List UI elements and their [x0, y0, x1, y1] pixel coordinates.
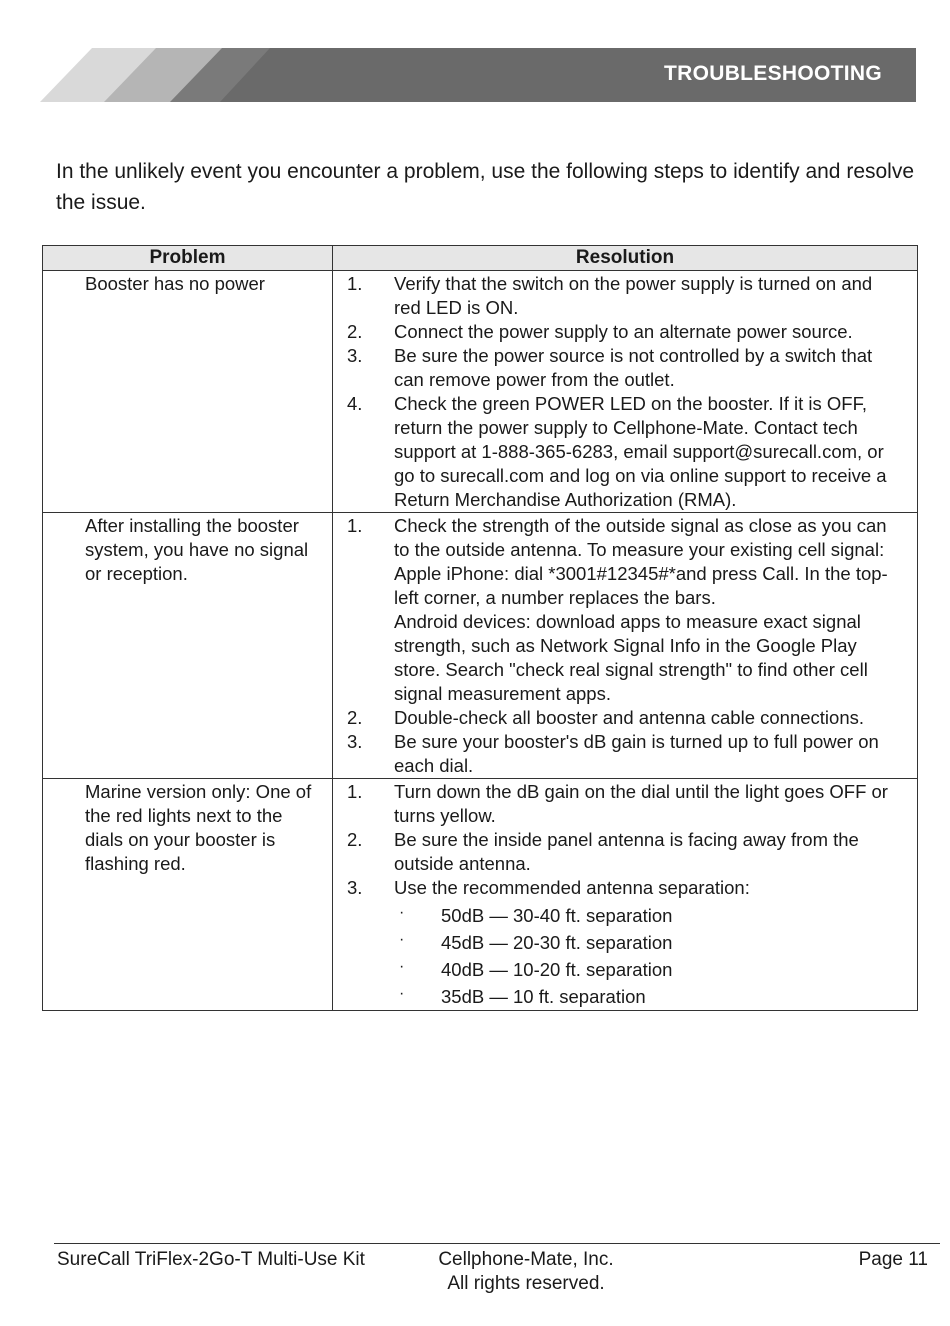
resolution-cell [333, 513, 918, 779]
bullet-icon: · [399, 931, 405, 948]
resolution-step [347, 320, 899, 344]
separation-text: 45dB — 20-30 ft. separation [441, 932, 673, 953]
step-number: 4. [347, 393, 363, 414]
header-banner [40, 48, 916, 102]
step-number: 2. [347, 829, 363, 850]
step-text: Check the green POWER LED on the booster. If it is OFF, return the power supply to Cellphone-Mate. Contact tech support at 1-888-365-6283, email support@surecall.com, or go to surecall.com and log on via online support to receive a Return Merchandise Authorization (RMA). [394, 393, 887, 510]
footer-product: SureCall TriFlex-2Go-T Multi-Use Kit [57, 1249, 365, 1270]
step-number: 2. [347, 707, 363, 728]
resolution-step [347, 706, 899, 730]
step-text: Turn down the dB gain on the dial until the light goes OFF or turns yellow. [394, 781, 888, 826]
step-text: Be sure the power source is not controlled by a switch that can remove power from the outlet. [394, 345, 873, 390]
resolution-steps [347, 272, 899, 512]
bullet-icon: · [399, 904, 405, 921]
section-title: TROUBLESHOOTING [664, 62, 882, 85]
separation-item [394, 956, 899, 983]
separation-text: 50dB — 30-40 ft. separation [441, 905, 673, 926]
separation-item [394, 902, 899, 929]
resolution-step [347, 514, 899, 706]
table-row [43, 513, 918, 779]
step-number: 1. [347, 515, 363, 536]
separation-text: 35dB — 10 ft. separation [441, 986, 646, 1007]
bullet-icon: · [399, 985, 405, 1002]
footer-company-name: Cellphone-Mate, Inc. [438, 1249, 614, 1270]
step-text: Check the strength of the outside signal as close as you can to the outside antenna. To measure your existing cell signal: [394, 515, 887, 560]
problem-cell: Marine version only: One of the red lights next to the dials on your booster is flashing red. [43, 779, 333, 1011]
step-number: 2. [347, 321, 363, 342]
resolution-step [347, 876, 899, 1010]
step-note: Apple iPhone: dial *3001#12345#*and press Call. In the top-left corner, a number replaces the bars. [394, 563, 888, 608]
problem-cell: After installing the booster system, you have no signal or reception. [43, 513, 333, 779]
bullet-icon: · [399, 958, 405, 975]
step-number: 3. [347, 877, 363, 898]
resolution-step [347, 272, 899, 320]
footer-page-number: Page 11 [858, 1249, 928, 1270]
step-note: Android devices: download apps to measure exact signal strength, such as Network Signal Info in the Google Play store. Search "check real signal strength" to find other cell signal measurement apps. [394, 611, 868, 704]
resolution-step [347, 392, 899, 512]
footer-divider [54, 1243, 940, 1244]
resolution-step [347, 780, 899, 828]
step-text: Verify that the switch on the power supply is turned on and red LED is ON. [394, 273, 873, 318]
separation-item [394, 929, 899, 956]
separation-list [394, 902, 899, 1010]
step-text: Be sure the inside panel antenna is facing away from the outside antenna. [394, 829, 859, 874]
step-number: 3. [347, 345, 363, 366]
resolution-cell [333, 271, 918, 513]
step-number: 3. [347, 731, 363, 752]
resolution-step [347, 344, 899, 392]
step-text: Connect the power supply to an alternate power source. [394, 321, 853, 342]
step-text: Double-check all booster and antenna cable connections. [394, 707, 865, 728]
table-row [43, 779, 918, 1011]
step-text: Be sure your booster's dB gain is turned up to full power on each dial. [394, 731, 879, 776]
footer-company [428, 1248, 624, 1296]
troubleshooting-table [42, 245, 918, 1011]
footer-rights: All rights reserved. [447, 1273, 605, 1294]
resolution-steps [347, 514, 899, 778]
resolution-cell [333, 779, 918, 1011]
separation-item [394, 983, 899, 1010]
step-number: 1. [347, 273, 363, 294]
resolution-step [347, 828, 899, 876]
resolution-column-header: Resolution [333, 246, 918, 271]
resolution-step [347, 730, 899, 778]
problem-column-header: Problem [43, 246, 333, 271]
separation-text: 40dB — 10-20 ft. separation [441, 959, 673, 980]
table-row [43, 271, 918, 513]
resolution-steps [347, 780, 899, 1010]
intro-paragraph: In the unlikely event you encounter a problem, use the following steps to identify and resolve the issue. [56, 160, 915, 214]
table-header-row [43, 246, 918, 271]
problem-cell: Booster has no power [43, 271, 333, 513]
step-text: Use the recommended antenna separation: [394, 877, 750, 898]
step-number: 1. [347, 781, 363, 802]
